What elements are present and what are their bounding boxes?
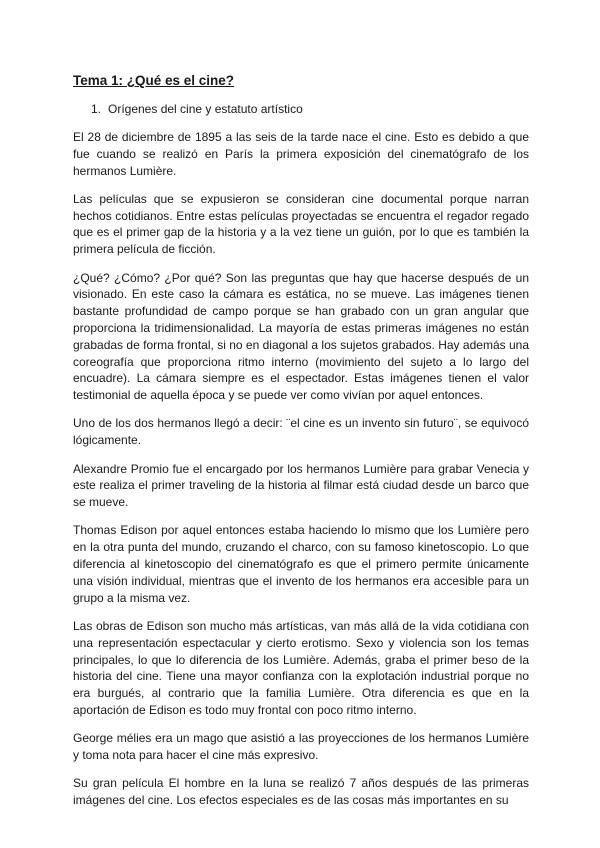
- section-label: Orígenes del cine y estatuto artístico: [108, 102, 303, 116]
- paragraph: Las películas que se expusieron se consideran cine documental porque narran hechos cotidianos. Entre estas películas proyectadas se encuentra el regador regado que es el primer gap de la historia y a la vez tiene un guión, por lo que es también la primera película de ficción.: [73, 191, 529, 257]
- paragraph: ¿Qué? ¿Cómo? ¿Por qué? Son las preguntas que hay que hacerse después de un visionado. En este caso la cámara es estática, no se mueve. Las imágenes tienen bastante profundidad de campo porque se han grabado con un gran angular que proporciona la tridimensionalidad. La mayoría de estas primeras imágenes no están grabadas de forma frontal, si no en diagonal a los sujetos grabados. Hay además una coreografía que proporciona ritmo interno (movimiento del sujeto a lo largo del encuadre). La cámara siempre es el espectador. Estas imágenes tienen el valor testimonial de aquella época y se puede ver como vivían por aquel entonces.: [73, 270, 529, 403]
- document-title: Tema 1: ¿Qué es el cine?: [73, 73, 235, 88]
- paragraph: George mélies era un mago que asistió a las proyecciones de los hermanos Lumière y toma nota para hacer el cine más expresivo.: [73, 731, 529, 762]
- paragraph: El 28 de diciembre de 1895 a las seis de la tarde nace el cine. Esto es debido a que fue cuando se realizó en París la primera exposición del cinematógrafo de los hermanos Lumière.: [73, 130, 529, 178]
- paragraph: Alexandre Promio fue el encargado por los hermanos Lumière para grabar Venecia y este realiza el primer traveling de la historia al filmar está ciudad desde un barco que se mueve.: [73, 461, 529, 510]
- paragraph: Su gran película El hombre en la luna se realizó 7 años después de las primeras imágenes del cine. Los efectos especiales es de las cosas más importantes en su: [73, 776, 529, 808]
- document-page: [73, 72, 529, 820]
- paragraph: Las obras de Edison son mucho más artísticas, van más allá de la vida cotidiana con una representación espectacular y cierto erotismo. Sexo y violencia son los temas principales, lo que lo diferencia de los Lumière. Además, graba el primer beso de la historia del cine. Tiene una mayor confianza con la explotación industrial porque no era burgués, al contrario que la familia Lumière. Otra diferencia es que en la aportación de Edison es todo muy frontal con poco ritmo interno.: [73, 618, 529, 717]
- paragraph: Thomas Edison por aquel entonces estaba haciendo lo mismo que los Lumière pero en la otra punta del mundo, cruzando el charco, con su famoso kinetoscopio. Lo que diferencia al kinetoscopio del cinematógrafo es que el primero permite únicamente una visión individual, mientras que el invento de los hermanos era accesible para un grupo a la misma vez.: [73, 523, 529, 605]
- section-number: 1.: [91, 102, 102, 116]
- section-heading: [73, 101, 529, 117]
- paragraph: Uno de los dos hermanos llegó a decir: ¨el cine es un invento sin futuro¨, se equivocó lógicamente.: [73, 416, 529, 448]
